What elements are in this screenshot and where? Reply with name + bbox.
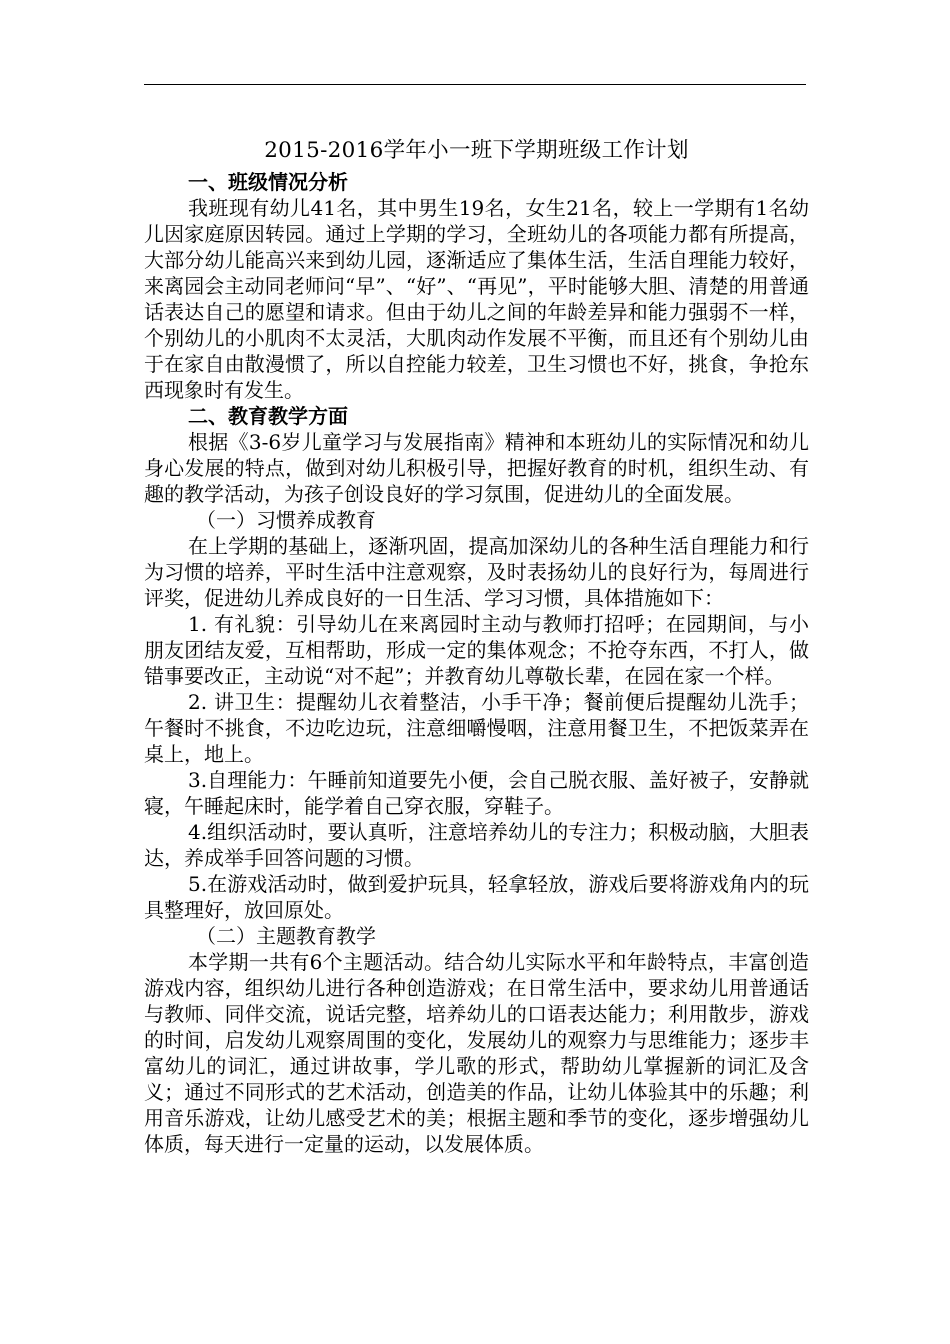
subsection-heading-themes: （二）主题教育教学 bbox=[196, 924, 376, 948]
document-body bbox=[144, 133, 809, 1157]
paragraph-teaching-intro: 根据《3-6岁儿童学习与发展指南》精神和本班幼儿的实际情况和幼儿身心发展的特点，做到对幼儿积极引导，把握好教育的时机，组织生动、有趣的教学活动，为孩子创设良好的学习氛围，促进幼儿的全面发展。 bbox=[144, 430, 809, 506]
list-item-hygiene: 2. 讲卫生：提醒幼儿衣着整洁，小手干净；餐前便后提醒幼儿洗手；午餐时不挑食，不边吃边玩，注意细嚼慢咽，注意用餐卫生，不把饭菜弄在桌上，地上。 bbox=[144, 690, 809, 766]
list-item-self-care: 3.自理能力：午睡前知道要先小便，会自己脱衣服、盖好被子，安静就寝，午睡起床时，能学着自己穿衣服，穿鞋子。 bbox=[144, 768, 809, 818]
header-rule bbox=[144, 84, 806, 85]
paragraph-habits-intro: 在上学期的基础上，逐渐巩固，提高加深幼儿的各种生活自理能力和行为习惯的培养，平时生活中注意观察，及时表扬幼儿的良好行为，每周进行评奖，促进幼儿养成良好的一日生活、学习习惯，具体措施如下： bbox=[144, 534, 809, 610]
paragraph-themes: 本学期一共有6个主题活动。结合幼儿实际水平和年龄特点，丰富创造游戏内容，组织幼儿进行各种创造游戏；在日常生活中，要求幼儿用普通话与教师、同伴交流，说话完整，培养幼儿的口语表达能力；利用散步，游戏的时间，启发幼儿观察周围的变化，发展幼儿的观察力与思维能力；逐步丰富幼儿的词汇，通过讲故事，学儿歌的形式，帮助幼儿掌握新的词汇及含义；通过不同形式的艺术活动，创造美的作品，让幼儿体验其中的乐趣；利用音乐游戏，让幼儿感受艺术的美；根据主题和季节的变化，逐步增强幼儿体质，每天进行一定量的运动，以发展体质。 bbox=[144, 950, 809, 1156]
list-item-manners: 1. 有礼貌：引导幼儿在来离园时主动与教师打招呼；在园期间，与小朋友团结友爱，互相帮助，形成一定的集体观念；不抢夺东西，不打人，做错事要改正，主动说“对不起”；并教育幼儿尊敬长辈，在园在家一个样。 bbox=[144, 612, 809, 688]
document-title: 2015-2016学年小一班下学期班级工作计划 bbox=[264, 138, 689, 163]
subsection-heading-habits: （一）习惯养成教育 bbox=[196, 508, 376, 532]
list-item-activities: 4.组织活动时，要认真听，注意培养幼儿的专注力；积极动脑，大胆表达，养成举手回答问题的习惯。 bbox=[144, 820, 809, 870]
paragraph-class-analysis: 我班现有幼儿41名，其中男生19名，女生21名，较上一学期有1名幼儿因家庭原因转园。通过上学期的学习，全班幼儿的各项能力都有所提高，大部分幼儿能高兴来到幼儿园，逐渐适应了集体生活，生活自理能力较好，来离园会主动同老师问“早”、“好”、“再见”，平时能够大胆、清楚的用普通话表达自己的愿望和请求。但由于幼儿之间的年龄差异和能力强弱不一样，个别幼儿的小肌肉不太灵活，大肌肉动作发展不平衡，而且还有个别幼儿由于在家自由散漫惯了，所以自控能力较差，卫生习惯也不好，挑食，争抢东西现象时有发生。 bbox=[144, 196, 809, 402]
list-item-games: 5.在游戏活动时，做到爱护玩具，轻拿轻放，游戏后要将游戏角内的玩具整理好，放回原处。 bbox=[144, 872, 809, 922]
section-heading-class-analysis: 一、班级情况分析 bbox=[188, 170, 348, 194]
section-heading-teaching: 二、教育教学方面 bbox=[188, 404, 348, 428]
